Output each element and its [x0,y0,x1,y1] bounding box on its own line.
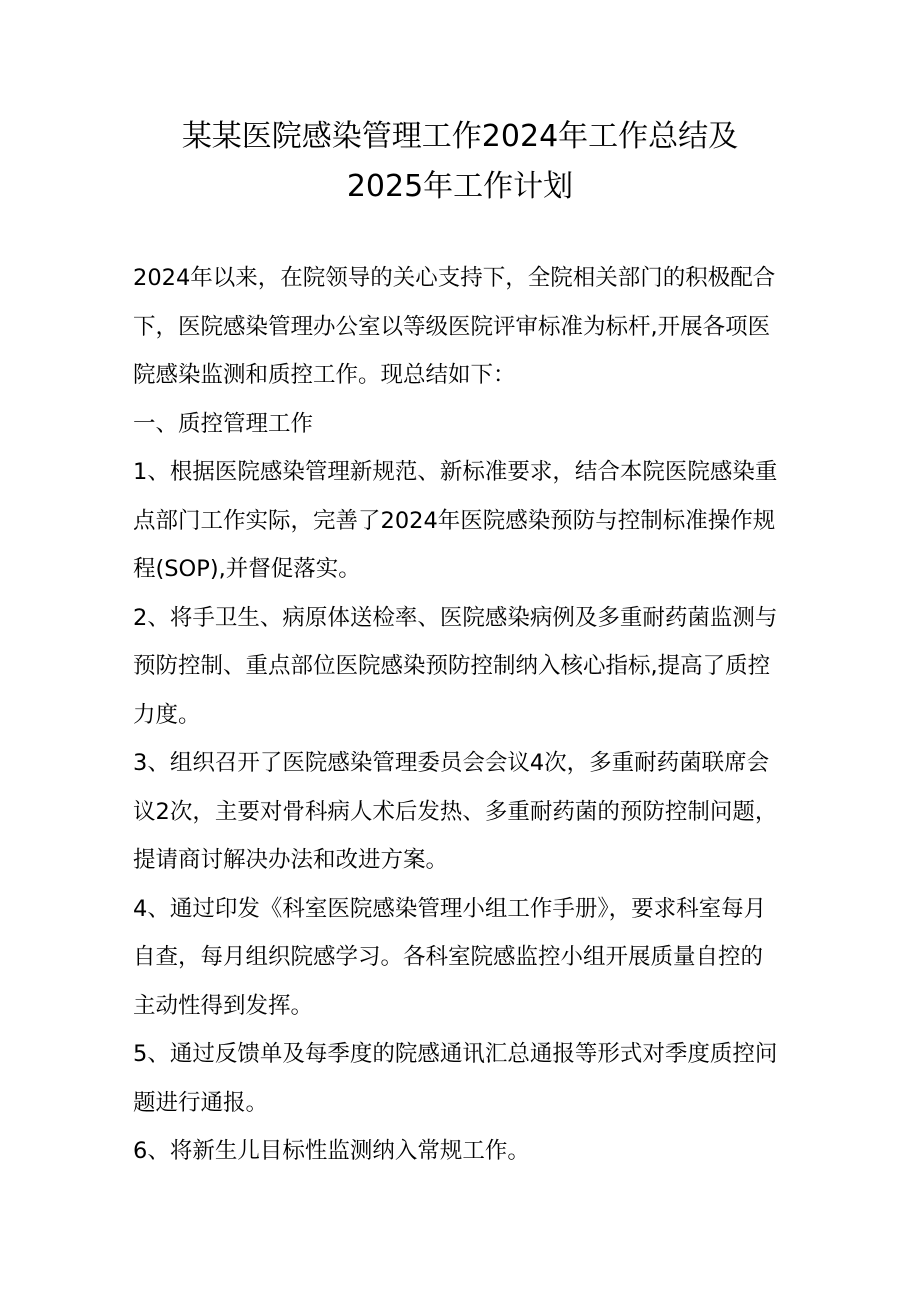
body-line: 程(SOP),并督促落实。 [133,556,361,582]
body-line: 点部门工作实际，完善了2024年医院感染预防与控制标准操作规 [133,507,776,534]
body-line: 自查，每月组织院感学习。各科室院感监控小组开展质量自控的 [133,944,764,970]
body-line: 提请商讨解决办法和改进方案。 [133,847,449,873]
body-line: 3、组织召开了医院感染管理委员会会议4次，多重耐药菌联席会 [133,750,770,776]
body-line: 6、将新生儿目标性监测纳入常规工作。 [133,1138,530,1164]
body-line: 2、将手卫生、病原体送检率、医院感染病例及多重耐药菌监测与 [133,604,778,631]
document-body [133,254,793,1176]
body-line: 题进行通报。 [133,1089,269,1116]
body-line: 预防控制、重点部位医院感染预防控制纳入核心指标,提高了质控 [133,653,771,679]
body-line: 主动性得到发挥。 [133,992,314,1019]
section-heading: 一、质控管理工作 [133,410,314,437]
body-line: 院感染监测和质控工作。现总结如下： [133,362,516,388]
title-line: 2025年工作计划 [346,169,574,204]
title-line: 某某医院感染管理工作2024年工作总结及 [181,119,739,154]
body-line: 力度。 [133,701,201,728]
document-title [120,112,800,212]
body-line: 2024年以来，在院领导的关心支持下，全院相关部门的积极配合 [133,265,776,291]
body-line: 议2次，主要对骨科病人术后发热、多重耐药菌的预防控制问题， [133,798,778,825]
body-line: 1、根据医院感染管理新规范、新标准要求，结合本院医院感染重 [133,459,778,485]
body-line: 4、通过印发《科室医院感染管理小组工作手册》，要求科室每月 [133,895,767,922]
body-line: 5、通过反馈单及每季度的院感通讯汇总通报等形式对季度质控问 [133,1041,778,1067]
body-line: 下，医院感染管理办公室以等级医院评审标准为标杆,开展各项医 [133,313,771,340]
